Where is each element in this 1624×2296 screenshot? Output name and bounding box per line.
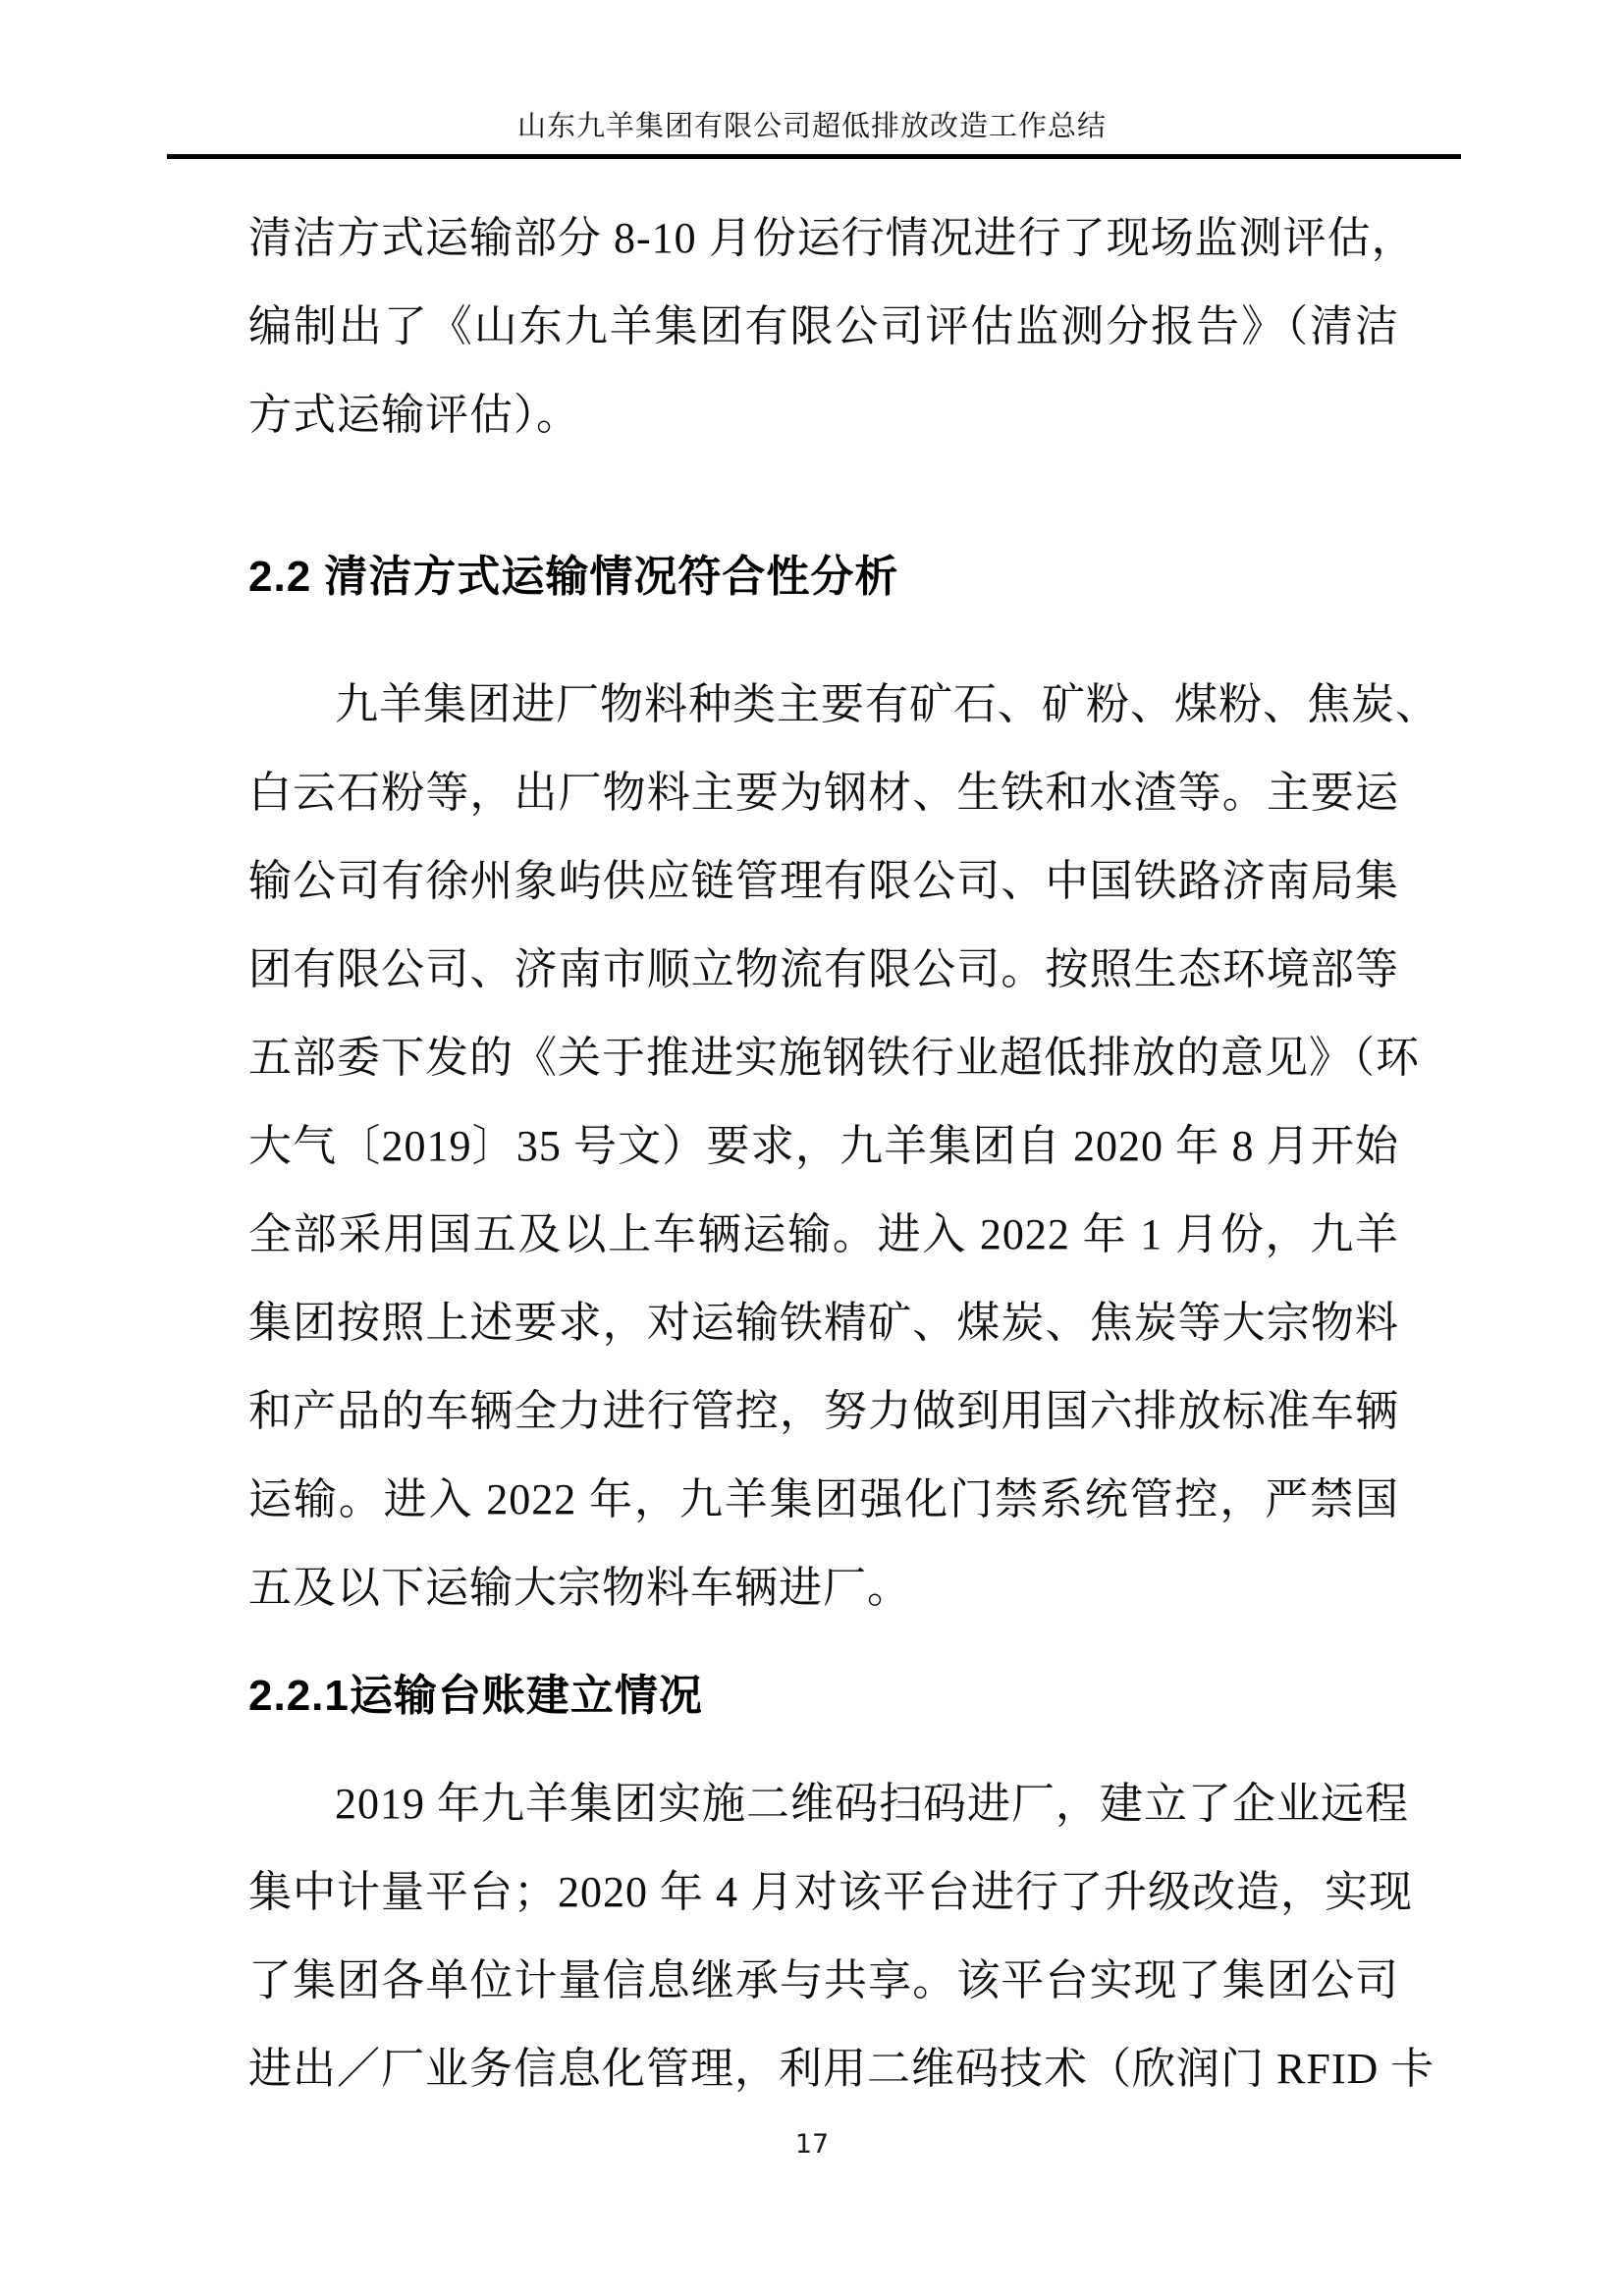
paragraph-line: 方式运输评估）。 (248, 391, 580, 439)
page-number: 17 (794, 2129, 830, 2160)
paragraph-line: 集团按照上述要求，对运输铁精矿、煤炭、焦炭等大宗物料 (248, 1299, 1399, 1347)
paragraph-line: 白云石粉等，出厂物料主要为钢材、生铁和水渣等。主要运 (248, 769, 1399, 817)
paragraph-line: 团有限公司、济南市顺立物流有限公司。按照生态环境部等 (248, 945, 1399, 993)
paragraph-line: 五及以下运输大宗物料车辆进厂。 (248, 1564, 911, 1612)
paragraph-line: 运输。进入 2022 年，九羊集团强化门禁系统管控，严禁国 (248, 1475, 1399, 1523)
paragraph-line: 了集团各单位计量信息继承与共享。该平台实现了集团公司 (248, 1956, 1399, 2004)
paragraph-line: 编制出了《山东九羊集团有限公司评估监测分报告》（清洁 (248, 302, 1399, 350)
header-title: 山东九羊集团有限公司超低排放改造工作总结 (516, 111, 1107, 142)
paragraph-line: 进出／厂业务信息化管理，利用二维码技术（欣润门 RFID 卡 (248, 2045, 1435, 2093)
paragraph-line: 全部采用国五及以上车辆运输。进入 2022 年 1 月份，九羊 (248, 1210, 1399, 1258)
paragraph-line: 大气〔2019〕35 号文）要求，九羊集团自 2020 年 8 月开始 (248, 1122, 1399, 1170)
paragraph-line: 集中计量平台；2020 年 4 月对该平台进行了升级改造，实现 (248, 1868, 1413, 1916)
section-heading-2-2-1: 2.2.1运输台账建立情况 (248, 1672, 703, 1720)
section-heading-2-2: 2.2 清洁方式运输情况符合性分析 (248, 553, 899, 601)
header-rule (167, 154, 1461, 159)
document-body (248, 194, 1439, 2113)
paragraph-line: 清洁方式运输部分 8-10 月份运行情况进行了现场监测评估， (248, 214, 1416, 262)
paragraph-line: 和产品的车辆全力进行管控，努力做到用国六排放标准车辆 (248, 1387, 1399, 1435)
paragraph-line: 2019 年九羊集团实施二维码扫码进厂，建立了企业远程 (335, 1780, 1409, 1828)
paragraph-line: 输公司有徐州象屿供应链管理有限公司、中国铁路济南局集 (248, 857, 1399, 905)
paragraph-line: 九羊集团进厂物料种类主要有矿石、矿粉、煤粉、焦炭、 (335, 680, 1439, 728)
paragraph-line: 五部委下发的《关于推进实施钢铁行业超低排放的意见》（环 (248, 1034, 1420, 1082)
